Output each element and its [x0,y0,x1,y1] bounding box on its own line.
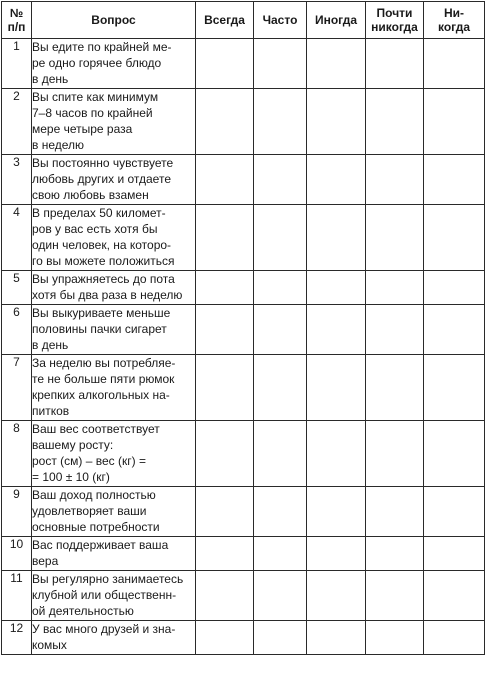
answer-cell-always[interactable] [196,271,254,305]
answer-cell-often[interactable] [254,421,307,487]
answer-cell-always[interactable] [196,205,254,271]
answer-cell-always[interactable] [196,487,254,537]
row-question: У вас много друзей и зна- комых [32,621,196,655]
table-row [2,355,485,421]
header-often: Часто [254,2,307,39]
row-number: 4 [2,205,32,271]
table-row [2,305,485,355]
row-number: 7 [2,355,32,421]
answer-cell-never[interactable] [424,571,485,621]
answer-cell-always[interactable] [196,305,254,355]
row-question: Вы едите по крайней ме- ре одно горячее блюдо в день [32,39,196,89]
table-row [2,487,485,537]
answer-cell-almost-never[interactable] [366,305,424,355]
answer-cell-almost-never[interactable] [366,205,424,271]
answer-cell-always[interactable] [196,89,254,155]
row-number: 8 [2,421,32,487]
answer-cell-almost-never[interactable] [366,355,424,421]
answer-cell-never[interactable] [424,155,485,205]
table-row [2,39,485,89]
answer-cell-almost-never[interactable] [366,39,424,89]
answer-cell-often[interactable] [254,305,307,355]
answer-cell-often[interactable] [254,621,307,655]
answer-cell-sometimes[interactable] [307,355,366,421]
answer-cell-almost-never[interactable] [366,155,424,205]
answer-cell-never[interactable] [424,355,485,421]
table-row [2,155,485,205]
answer-cell-always[interactable] [196,421,254,487]
answer-cell-often[interactable] [254,155,307,205]
answer-cell-often[interactable] [254,355,307,421]
answer-cell-always[interactable] [196,571,254,621]
header-never: Ни- когда [424,2,485,39]
answer-cell-sometimes[interactable] [307,39,366,89]
row-number: 6 [2,305,32,355]
row-question: Вы постоянно чувствуете любовь других и отдаете свою любовь взамен [32,155,196,205]
answer-cell-always[interactable] [196,537,254,571]
answer-cell-often[interactable] [254,487,307,537]
answer-cell-sometimes[interactable] [307,271,366,305]
answer-cell-never[interactable] [424,305,485,355]
table-row [2,571,485,621]
answer-cell-never[interactable] [424,39,485,89]
answer-cell-almost-never[interactable] [366,621,424,655]
row-question: Вы спите как минимум 7–8 часов по крайней мере четыре раза в неделю [32,89,196,155]
answer-cell-never[interactable] [424,537,485,571]
row-number: 1 [2,39,32,89]
answer-cell-almost-never[interactable] [366,89,424,155]
answer-cell-almost-never[interactable] [366,537,424,571]
header-num: № п/п [2,2,32,39]
answer-cell-sometimes[interactable] [307,421,366,487]
answer-cell-never[interactable] [424,205,485,271]
answer-cell-often[interactable] [254,271,307,305]
answer-cell-never[interactable] [424,421,485,487]
answer-cell-often[interactable] [254,537,307,571]
row-number: 2 [2,89,32,155]
answer-cell-sometimes[interactable] [307,205,366,271]
row-number: 9 [2,487,32,537]
row-question: Вы выкуриваете меньше половины пачки сигарет в день [32,305,196,355]
header-always: Всегда [196,2,254,39]
table-row [2,271,485,305]
answer-cell-often[interactable] [254,205,307,271]
row-number: 11 [2,571,32,621]
answer-cell-almost-never[interactable] [366,421,424,487]
answer-cell-sometimes[interactable] [307,487,366,537]
answer-cell-always[interactable] [196,39,254,89]
header-row [2,2,485,39]
answer-cell-often[interactable] [254,89,307,155]
header-almost-never: Почти никогда [366,2,424,39]
questionnaire-table [1,1,485,655]
row-question: Вас поддерживает ваша вера [32,537,196,571]
answer-cell-sometimes[interactable] [307,537,366,571]
row-question: Вы упражняетесь до пота хотя бы два раза в неделю [32,271,196,305]
row-question: Ваш доход полностью удовлетворяет ваши основные потребности [32,487,196,537]
row-number: 12 [2,621,32,655]
answer-cell-never[interactable] [424,89,485,155]
answer-cell-never[interactable] [424,271,485,305]
answer-cell-often[interactable] [254,571,307,621]
answer-cell-never[interactable] [424,621,485,655]
answer-cell-always[interactable] [196,355,254,421]
answer-cell-sometimes[interactable] [307,305,366,355]
answer-cell-sometimes[interactable] [307,155,366,205]
answer-cell-always[interactable] [196,621,254,655]
table-row [2,621,485,655]
answer-cell-often[interactable] [254,39,307,89]
answer-cell-almost-never[interactable] [366,571,424,621]
row-number: 5 [2,271,32,305]
table-row [2,421,485,487]
row-number: 10 [2,537,32,571]
answer-cell-always[interactable] [196,155,254,205]
header-question: Вопрос [32,2,196,39]
answer-cell-sometimes[interactable] [307,571,366,621]
answer-cell-sometimes[interactable] [307,621,366,655]
answer-cell-sometimes[interactable] [307,89,366,155]
table-row [2,205,485,271]
row-question: За неделю вы потребляе- те не больше пяти рюмок крепких алкогольных на- питков [32,355,196,421]
row-number: 3 [2,155,32,205]
row-question: Ваш вес соответствует вашему росту: рост (см) – вес (кг) = = 100 ± 10 (кг) [32,421,196,487]
table-row [2,89,485,155]
header-sometimes: Иногда [307,2,366,39]
answer-cell-almost-never[interactable] [366,487,424,537]
answer-cell-never[interactable] [424,487,485,537]
table-row [2,537,485,571]
row-question: В пределах 50 километ- ров у вас есть хотя бы один человек, на которо- го вы можете положиться [32,205,196,271]
answer-cell-almost-never[interactable] [366,271,424,305]
row-question: Вы регулярно занимаетесь клубной или общественн- ой деятельностью [32,571,196,621]
